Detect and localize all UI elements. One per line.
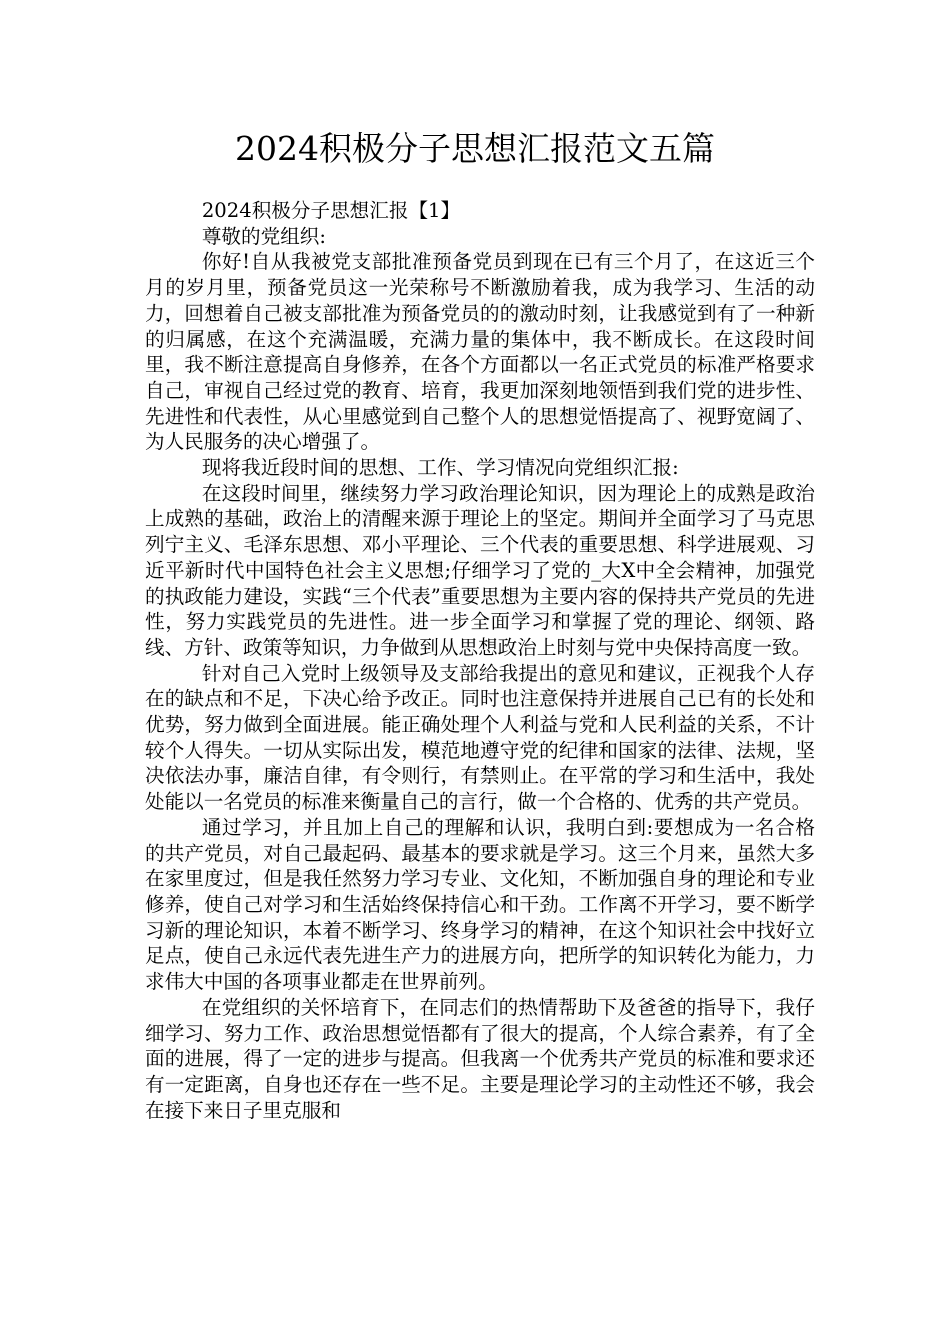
paragraph: 在党组织的关怀培育下，在同志们的热情帮助下及爸爸的指导下，我仔细学习、努力工作、政治思想觉悟都有了很大的提高，个人综合素养，有了全面的进展，得了一定的进步与提高。但我离一个优秀共产党员的标准和要求还有一定距离，自身也还存在一些不足。主要是理论学习的主动性还不够，我会在接下来日子里克服和 xyxy=(145,995,815,1122)
document-body xyxy=(145,198,815,1123)
paragraph: 在这段时间里，继续努力学习政治理论知识，因为理论上的成熟是政治上成熟的基础，政治上的清醒来源于理论上的坚定。期间并全面学习了马克思列宁主义、毛泽东思想、邓小平理论、三个代表的重要思想、科学进展观、习近平新时代中国特色社会主义思想;仔细学习了党的_大X中全会精神，加强党的执政能力建设，实践“三个代表”重要思想为主要内容的保持共产党员的先进性，努力实践党员的先进性。进一步全面学习和掌握了党的理论、纲领、路线、方针、政策等知识，力争做到从思想政治上时刻与党中央保持高度一致。 xyxy=(145,481,815,659)
paragraph: 现将我近段时间的思想、工作、学习情况向党组织汇报: xyxy=(201,456,679,480)
salutation: 尊敬的党组织: xyxy=(201,224,326,248)
paragraph: 你好!自从我被党支部批准预备党员到现在已有三个月了，在这近三个月的岁月里，预备党员这一光荣称号不断激励着我，成为我学习、生活的动力，回想着自己被支部批准为预备党员的的激动时刻，让我感觉到有了一种新的归属感，在这个充满温暖，充满力量的集体中，我不断成长。在这段时间里，我不断注意提高自身修养，在各个方面都以一名正式党员的标准严格要求自己，审视自己经过党的教育、培育，我更加深刻地领悟到我们党的进步性、先进性和代表性，从心里感觉到自己整个人的思想觉悟提高了、视野宽阔了、为人民服务的决心增强了。 xyxy=(145,250,815,454)
section-heading: 2024积极分子思想汇报【1】 xyxy=(201,199,461,222)
document-title: 2024积极分子思想汇报范文五篇 xyxy=(235,129,715,168)
paragraph: 针对自己入党时上级领导及支部给我提出的意见和建议，正视我个人存在的缺点和不足，下决心给予改正。同时也注意保持并进展自己已有的长处和优势，努力做到全面进展。能正确处理个人利益与党和人民利益的关系，不计较个人得失。一切从实际出发，模范地遵守党的纪律和国家的法律、法规，坚决依法办事，廉洁自律，有令则行，有禁则止。在平常的学习和生活中，我处处能以一名党员的标准来衡量自己的言行，做一个合格的、优秀的共产党员。 xyxy=(145,661,815,814)
paragraph: 通过学习，并且加上自己的理解和认识，我明白到:要想成为一名合格的共产党员，对自己最起码、最基本的要求就是学习。这三个月来，虽然大多在家里度过，但是我任然努力学习专业、文化知，不断加强自身的理论和专业修养，使自己对学习和生活始终保持信心和干劲。工作离不开学习，要不断学习新的理论知识，本着不断学习、终身学习的精神，在这个知识社会中找好立足点，使自己永远代表先进生产力的进展方向，把所学的知识转化为能力，力求伟大中国的各项事业都走在世界前列。 xyxy=(145,815,815,994)
